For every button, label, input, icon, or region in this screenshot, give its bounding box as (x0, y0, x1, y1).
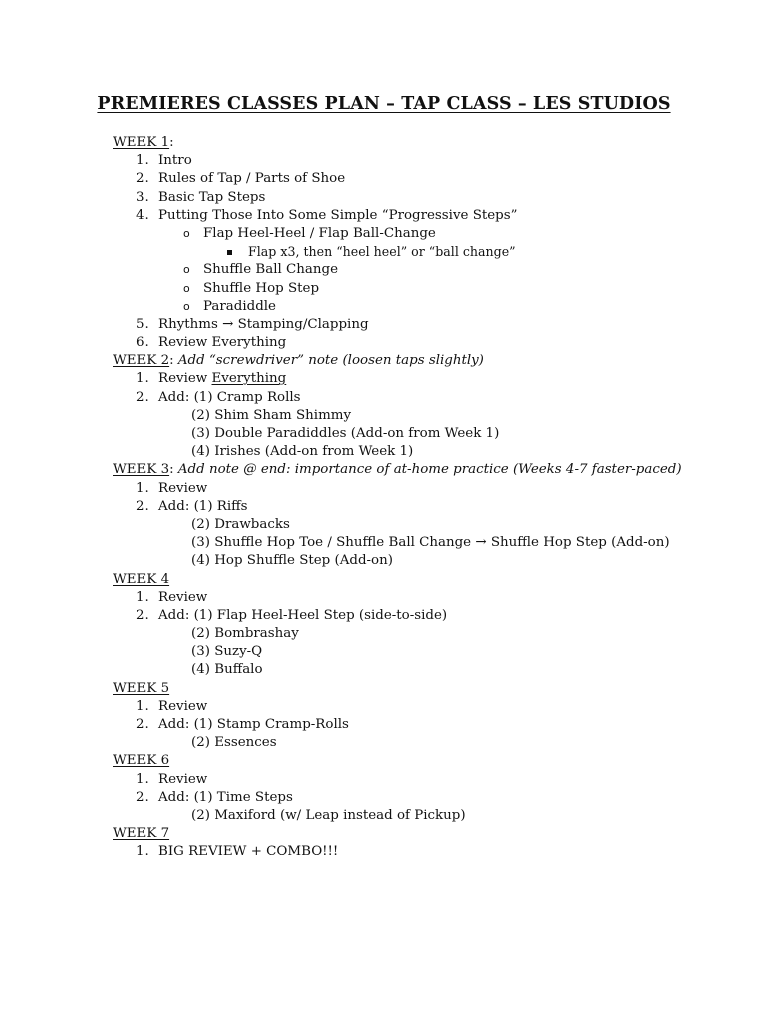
week-label: WEEK 2 (113, 353, 170, 369)
week-label: WEEK 1 (113, 135, 170, 150)
list-item (0, 334, 768, 352)
list-item (0, 789, 768, 807)
continuation-line (0, 407, 768, 425)
week-3-heading (0, 461, 768, 479)
item-number: 1. (136, 698, 149, 714)
sub-sub-list-item (0, 243, 768, 261)
circle-bullet-icon: o (183, 299, 190, 313)
circle-bullet-icon: o (183, 226, 190, 240)
week-label: WEEK 7 (113, 826, 170, 842)
item-number: 1. (136, 844, 149, 860)
item-text: Intro (158, 153, 192, 169)
week-note: Add “screwdriver” note (loosen taps slightly) (177, 353, 484, 369)
continuation-line (0, 516, 768, 534)
week-colon: : (169, 462, 178, 478)
circle-bullet-icon: o (183, 263, 190, 277)
continuation-line (0, 534, 768, 552)
week-2-heading (0, 352, 768, 370)
item-number: 6. (136, 335, 149, 351)
list-item (0, 716, 768, 734)
item-text: Add: (1) Cramp Rolls (158, 389, 301, 405)
item-text-underlined: Everything (211, 371, 287, 387)
item-text: (2) Shim Sham Shimmy (191, 407, 352, 423)
item-text: Add: (1) Time Steps (158, 789, 293, 805)
week-label: WEEK 4 (113, 571, 170, 587)
item-number: 2. (136, 389, 149, 405)
square-bullet-icon (227, 250, 232, 255)
item-text: Review (158, 698, 208, 714)
list-item (0, 189, 768, 207)
continuation-line (0, 734, 768, 752)
item-text: (4) Irishes (Add-on from Week 1) (191, 444, 414, 460)
list-item (0, 589, 768, 607)
item-text: Add: (1) Flap Heel-Heel Step (side-to-side) (158, 607, 448, 623)
sub-list-item (0, 225, 768, 243)
list-item (0, 843, 768, 861)
item-text: Basic Tap Steps (158, 189, 266, 205)
sub-sub-item-text: Flap x3, then “heel heel” or “ball change” (248, 244, 516, 260)
list-item (0, 170, 768, 188)
continuation-line (0, 661, 768, 679)
item-number: 2. (136, 171, 149, 187)
item-text: (4) Buffalo (191, 662, 263, 678)
item-text: Add: (1) Riffs (158, 498, 248, 514)
lesson-plan (0, 134, 768, 862)
sub-list-item (0, 280, 768, 298)
item-number: 2. (136, 717, 149, 732)
continuation-line (0, 425, 768, 443)
week-colon: : (169, 135, 174, 150)
list-item (0, 316, 768, 334)
sub-item-text: Shuffle Hop Step (203, 280, 320, 296)
week-label: WEEK 6 (113, 753, 170, 769)
item-text: (2) Drawbacks (191, 516, 290, 532)
item-number: 1. (136, 480, 149, 496)
list-item (0, 389, 768, 407)
item-number: 5. (136, 316, 149, 332)
item-text: (4) Hop Shuffle Step (Add-on) (191, 553, 393, 569)
item-text: (3) Suzy-Q (191, 644, 263, 660)
item-text: Putting Those Into Some Simple “Progressive Steps” (158, 207, 518, 223)
sub-item-text: Paradiddle (203, 298, 276, 314)
item-text: (3) Double Paradiddles (Add-on from Week 1) (191, 426, 500, 441)
item-number: 1. (136, 771, 149, 787)
item-number: 1. (136, 371, 149, 387)
week-6-heading (0, 752, 768, 770)
item-text: Review (158, 589, 208, 605)
item-text (158, 370, 286, 388)
list-item (0, 771, 768, 789)
list-item (0, 152, 768, 170)
continuation-line (0, 625, 768, 643)
list-item (0, 370, 768, 388)
week-7-heading (0, 825, 768, 843)
continuation-line (0, 643, 768, 661)
item-text: (3) Shuffle Hop Toe / Shuffle Ball Change → Shuffle Hop Step (Add-on) (191, 535, 670, 551)
circle-bullet-icon: o (183, 281, 190, 295)
sub-list-item (0, 298, 768, 316)
sub-list-item (0, 261, 768, 279)
week-5-heading (0, 680, 768, 698)
item-text: Review (158, 771, 208, 787)
continuation-line (0, 807, 768, 825)
item-text: Review Everything (158, 335, 287, 351)
item-text: (2) Essences (191, 735, 277, 751)
list-item (0, 498, 768, 516)
item-number: 2. (136, 789, 149, 805)
week-note: Add note @ end: importance of at-home practice (Weeks 4-7 faster-paced) (177, 462, 682, 478)
continuation-line (0, 552, 768, 570)
item-text: Rhythms → Stamping/Clapping (158, 316, 369, 332)
week-4-heading (0, 571, 768, 589)
item-number: 1. (136, 153, 149, 169)
list-item (0, 698, 768, 716)
continuation-line (0, 443, 768, 461)
list-item (0, 607, 768, 625)
item-text: (2) Bombrashay (191, 626, 299, 642)
sub-item-text: Shuffle Ball Change (203, 262, 339, 278)
list-item (0, 207, 768, 225)
sub-item-text: Flap Heel-Heel / Flap Ball-Change (203, 225, 436, 241)
item-text: Rules of Tap / Parts of Shoe (158, 171, 346, 187)
item-text: (2) Maxiford (w/ Leap instead of Pickup) (191, 807, 466, 823)
item-number: 4. (136, 207, 149, 223)
week-label: WEEK 5 (113, 680, 170, 696)
week-label: WEEK 3 (113, 462, 170, 478)
week-1-heading (0, 134, 768, 152)
week-colon: : (169, 353, 178, 369)
item-number: 2. (136, 498, 149, 514)
item-text: Review (158, 480, 208, 496)
item-number: 2. (136, 607, 149, 623)
item-text-plain: Review (158, 371, 212, 387)
list-item (0, 480, 768, 498)
item-text: BIG REVIEW + COMBO!!! (158, 844, 339, 860)
item-number: 3. (136, 189, 149, 205)
item-text: Add: (1) Stamp Cramp-Rolls (158, 717, 349, 732)
page-title: PREMIERES CLASSES PLAN – TAP CLASS – LES STUDIOS (97, 94, 671, 114)
item-number: 1. (136, 589, 149, 605)
